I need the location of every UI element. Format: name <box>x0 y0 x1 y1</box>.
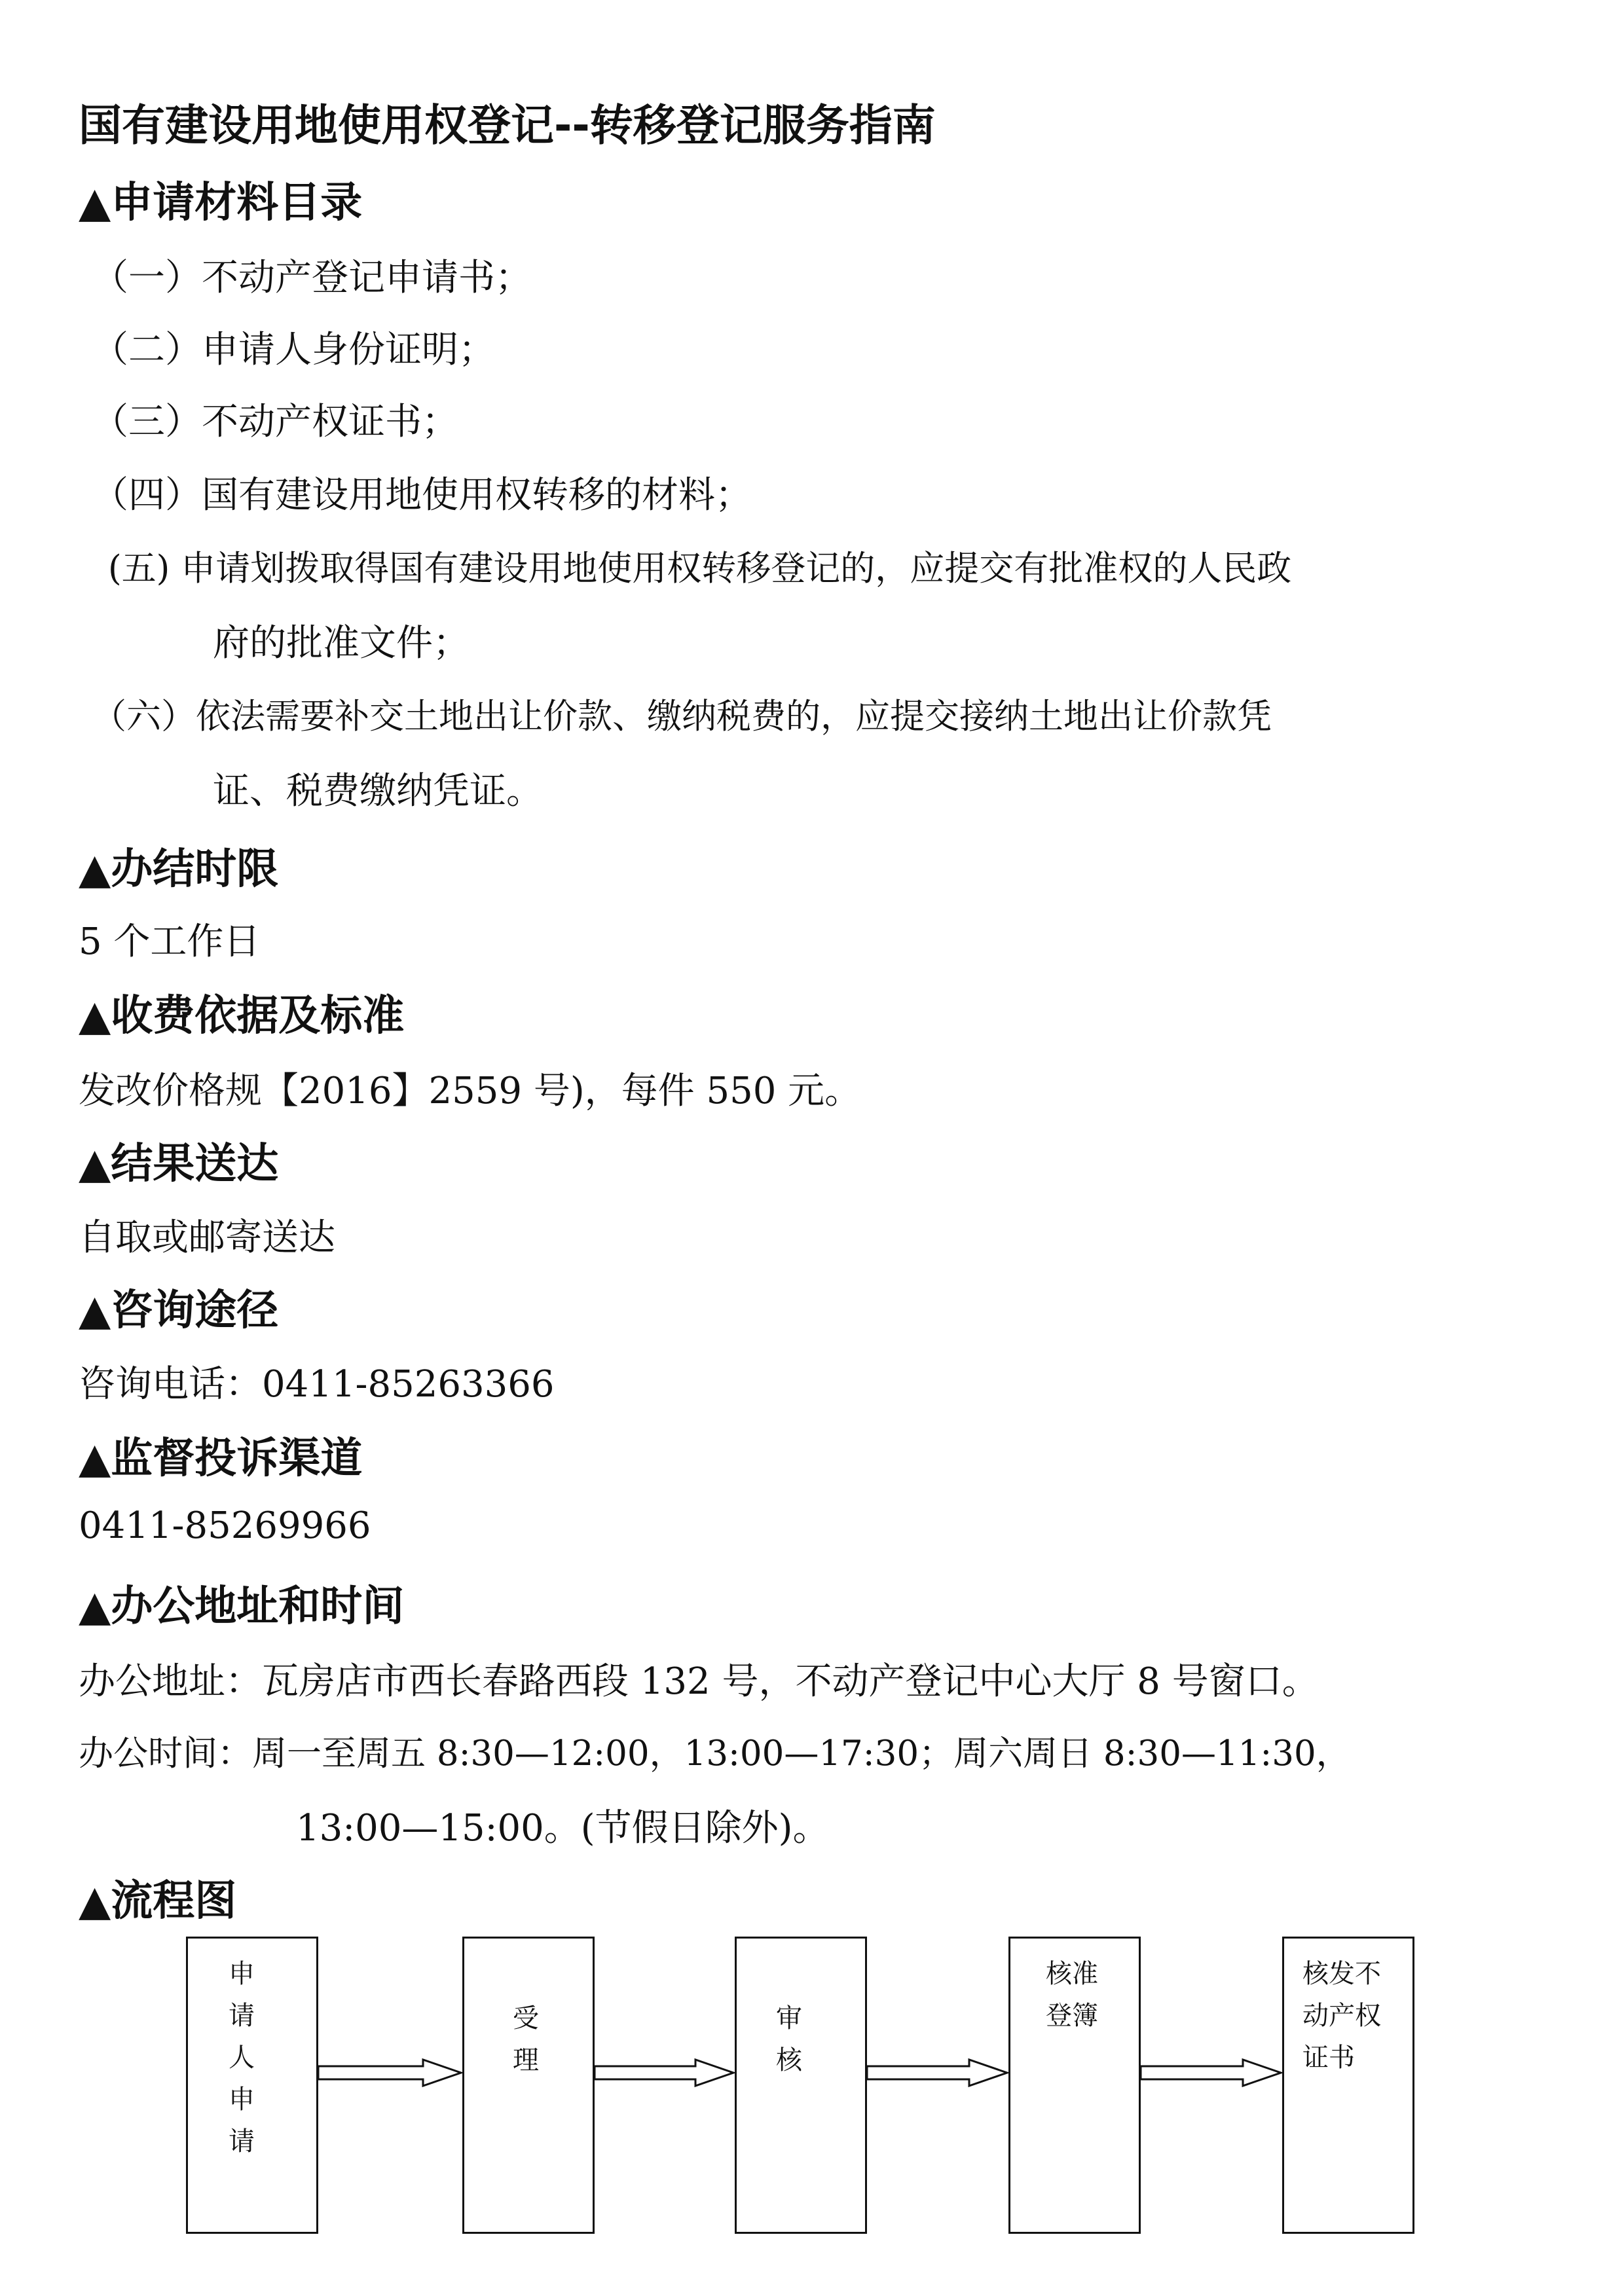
flow-step-label: 核准登簿 <box>1046 1959 1098 2031</box>
flow-arrow <box>1141 2060 1281 2086</box>
time-limit-text: 5 个工作日 <box>79 920 261 963</box>
fees-text: 发改价格规【2016】2559 号)，每件 550 元。 <box>79 1070 862 1112</box>
section-heading-flow: ▲流程图 <box>79 1877 237 1925</box>
section-heading-delivery: ▲结果送达 <box>79 1140 279 1188</box>
material-item: (五) 申请划拨取得国有建设用地使用权转移登记的，应提交有批准权的人民政 <box>108 549 1292 589</box>
section-heading-time-limit: ▲办结时限 <box>79 845 279 894</box>
flow-step-label: 审核 <box>776 2003 802 2075</box>
document-title: 国有建设用地使用权登记--转移登记服务指南 <box>79 100 936 151</box>
flow-step-label: 申请人申请 <box>229 1959 255 2157</box>
material-item-continuation: 府的批准文件； <box>213 622 470 665</box>
flow-step-label: 核发不动产权证书 <box>1302 1959 1381 2073</box>
section-heading-office: ▲办公地址和时间 <box>79 1582 405 1631</box>
section-heading-materials: ▲申请材料目录 <box>79 179 363 227</box>
material-item: （一）不动产登记申请书； <box>92 257 532 299</box>
flow-arrow <box>318 2060 461 2086</box>
office-hours-continuation: 13:00—15:00。(节假日除外)。 <box>296 1807 830 1850</box>
section-heading-fees: ▲收费依据及标准 <box>79 992 405 1040</box>
flow-arrow <box>595 2060 733 2086</box>
office-hours: 办公时间：周一至周五 8:30—12:00，13:00—17:30；周六周日 8:30—11:30， <box>79 1734 1351 1774</box>
flow-step-label: 受理 <box>513 2003 539 2075</box>
delivery-text: 自取或邮寄送达 <box>79 1216 335 1259</box>
material-item: （四）国有建设用地使用权转移的材料； <box>92 474 752 517</box>
complaint-phone: 0411-85269966 <box>79 1504 371 1547</box>
material-item-continuation: 证、税费缴纳凭证。 <box>213 770 543 812</box>
section-heading-consult: ▲咨询途径 <box>79 1286 279 1335</box>
material-item: （六）依法需要补交土地出让价款、缴纳税费的，应提交接纳土地出让价款凭 <box>92 697 1272 737</box>
material-item: （三）不动产权证书； <box>92 401 458 443</box>
flow-arrow <box>867 2060 1007 2086</box>
office-address: 办公地址：瓦房店市西长春路西段 132 号，不动产登记中心大厅 8 号窗口。 <box>79 1660 1319 1703</box>
section-heading-complaint: ▲监督投诉渠道 <box>79 1434 363 1483</box>
consult-phone: 咨询电话：0411-85263366 <box>79 1363 555 1406</box>
material-item: （二）申请人身份证明； <box>92 329 495 371</box>
